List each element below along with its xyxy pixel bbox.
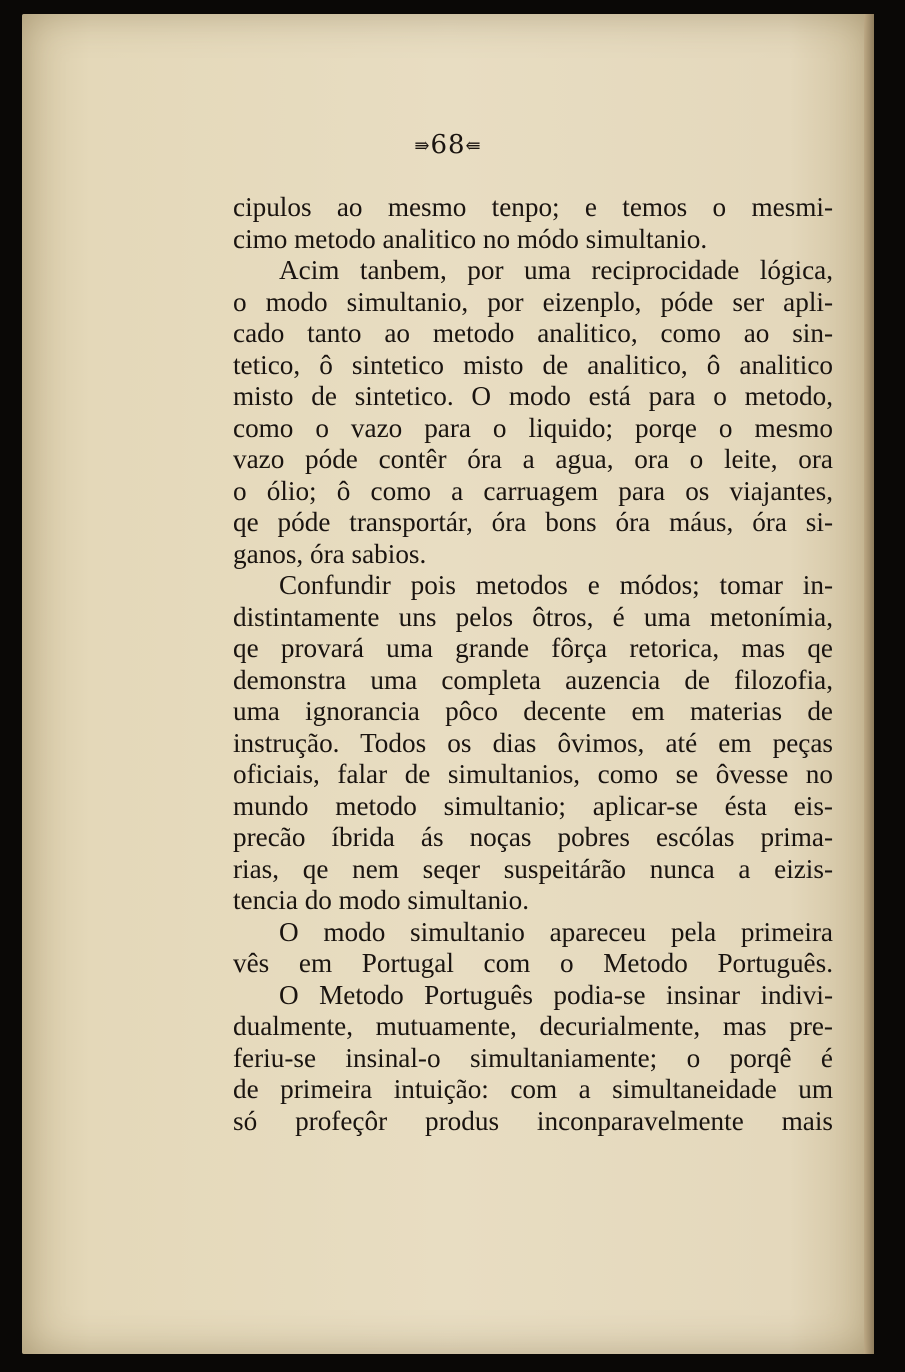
text-line: o ólio; ô como a carruagem para os viajantes, (233, 475, 833, 506)
book-page (22, 14, 874, 1354)
text-line: O modo simultanio apareceu pela primeira (279, 916, 833, 947)
text-line: como o vazo para o liquido; porqe o mesmo (233, 412, 833, 443)
text-line: O Metodo Português podia-se insinar indivi- (279, 979, 833, 1010)
text-line: tetico, ô sintetico misto de analitico, ô analitico (233, 349, 833, 380)
text-line: tencia do modo simultanio. (233, 885, 529, 915)
text-line: misto de sintetico. O modo está para o metodo, (233, 381, 833, 411)
text-line: ganos, óra sabios. (233, 538, 427, 569)
text-line: vês em Portugal com o Metodo Português. (233, 948, 833, 978)
text-line: qe póde transportár, óra bons óra máus, óra si- (233, 507, 833, 537)
ornament-left: ⇛ (414, 135, 431, 157)
text-line: Confundir pois metodos e módos; tomar in- (279, 570, 833, 600)
text-line: dualmente, mutuamente, decurialmente, mas pre- (233, 1011, 833, 1041)
text-line: feriu-se insinal-o simultaniamente; o porqê é (233, 1042, 833, 1073)
text-line: cimo metodo analitico no módo simultanio. (233, 223, 708, 254)
text-line: oficiais, falar de simultanios, como se ôvesse no (233, 759, 833, 789)
page-number: 68 (430, 130, 466, 160)
text-line: uma ignorancia pôco decente em materias de (233, 696, 833, 726)
text-line: cipulos ao mesmo tenpo; e temos o mesmi- (233, 192, 833, 222)
text-line: cado tanto ao metodo analitico, como ao sin- (233, 318, 833, 348)
body-text (233, 192, 833, 1137)
text-line: rias, qe nem seqer suspeitárão nunca a eizis- (233, 853, 833, 884)
text-line: instrução. Todos os dias ôvimos, até em peças (233, 727, 833, 758)
text-line: de primeira intuição: com a simultaneidade um (233, 1074, 833, 1104)
page-edge (864, 14, 874, 1354)
text-line: mundo metodo simultanio; aplicar-se ésta eis- (233, 790, 833, 821)
ornament-right: ⇚ (465, 135, 482, 157)
text-line: vazo póde contêr óra a agua, ora o leite, ora (233, 444, 833, 474)
text-line: só profeçôr produs inconparavelmente mais (233, 1105, 833, 1136)
page-header (22, 130, 874, 160)
text-line: Acim tanbem, por uma reciprocidade lógica, (279, 255, 833, 285)
text-line: precão íbrida ás noças pobres escólas prima- (233, 822, 833, 852)
text-line: qe provará uma grande fôrça retorica, mas qe (233, 633, 833, 663)
text-line: distintamente uns pelos ôtros, é uma metonímia, (233, 601, 833, 632)
text-line: demonstra uma completa auzencia de filozofia, (233, 664, 833, 695)
text-line: o modo simultanio, por eizenplo, póde ser apli- (233, 286, 833, 317)
